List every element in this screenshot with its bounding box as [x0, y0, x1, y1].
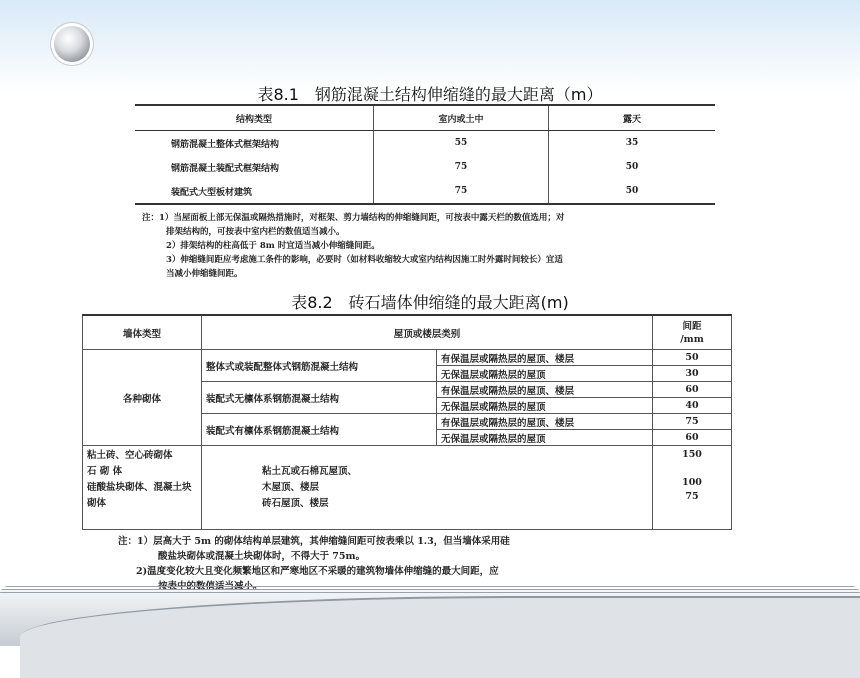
- cell: 粘土砖、空心砖砌体: [87, 450, 173, 461]
- note-line: 当减小伸缩缝间距。: [166, 269, 243, 279]
- table2-notes: [118, 534, 738, 594]
- table1-title: 表8.1 钢筋混凝土结构伸缩缝的最大距离（m）: [257, 85, 603, 104]
- note-line: 2）排架结构的柱高低于 8m 时宜适当减小伸缩缝间距。: [166, 241, 380, 251]
- cell: 硅酸盐块砌体、混凝土块砌体: [87, 482, 192, 509]
- cell: 装配式大型板材建筑: [135, 179, 374, 204]
- slide-orb-icon: [54, 26, 90, 62]
- note-line: 注：1）当屋面板上部无保温或隔热措施时，对框架、剪力墙结构的伸缩缝间距，可按表中露天栏的数值选用；对: [142, 213, 565, 223]
- cell: 有保温层或隔热层的屋顶、楼层: [437, 414, 653, 430]
- table2-header: 屋顶或楼层类别: [202, 315, 653, 350]
- cell: 有保温层或隔热层的屋顶、楼层: [437, 382, 653, 398]
- table2-header: 间距 /mm: [653, 315, 732, 350]
- cell: 砖石屋顶、楼层: [262, 497, 329, 509]
- cell: 50: [549, 179, 716, 204]
- cell: 75: [374, 179, 549, 204]
- table1-header: 室内或土中: [374, 105, 549, 131]
- cell: 30: [653, 366, 732, 382]
- table2-image: [78, 314, 738, 594]
- cell: 整体式或装配整体式钢筋混凝土结构: [202, 350, 437, 382]
- cell: 75: [653, 414, 732, 430]
- table-row: [135, 131, 715, 156]
- cell: 35: [549, 131, 716, 156]
- cell: 50: [653, 350, 732, 366]
- table-row: [83, 350, 732, 366]
- cell: 50: [549, 155, 716, 179]
- cell: 钢筋混凝土整体式框架结构: [171, 139, 280, 150]
- note-line: 排架结构的，可按表中室内栏的数值适当减小。: [166, 227, 345, 237]
- table1-notes: [142, 211, 720, 281]
- cell: 75: [374, 155, 549, 179]
- cell: 无保温层或隔热层的屋顶: [437, 398, 653, 414]
- cell: 100: [682, 477, 702, 488]
- table1: [135, 104, 715, 205]
- note-line: 2)温度变化较大且变化频繁地区和严寒地区不采暖的建筑物墙体伸缩缝的最大间距，应: [136, 566, 499, 577]
- cell: 60: [653, 430, 732, 446]
- table1-header: 露天: [549, 105, 716, 131]
- header-band: [0, 0, 860, 92]
- cell: 无保温层或隔热层的屋顶: [437, 430, 653, 446]
- table2: [82, 314, 732, 530]
- cell: 150: [682, 449, 702, 460]
- note-line: 3）伸缩缝间距应考虑施工条件的影响，必要时（如材料收缩较大或室内结构因施工时外露时间较长）宜适: [166, 255, 563, 265]
- cell: 钢筋混凝土装配式框架结构: [171, 163, 280, 174]
- table-row: [83, 446, 732, 530]
- cell: 石 砌 体: [87, 466, 123, 477]
- cell: 75: [685, 491, 699, 502]
- cell: 40: [653, 398, 732, 414]
- note-line: 酸盐块砌体或混凝土块砌体时，不得大于 75m。: [158, 551, 366, 562]
- cell: 粘土瓦或石棉瓦屋顶、: [262, 465, 358, 477]
- table2-header: 墙体类型: [83, 315, 202, 350]
- table1-header: 结构类型: [135, 105, 374, 131]
- table-row: [135, 179, 715, 204]
- table2-title: 表8.2 砖石墙体伸缩缝的最大距离(m): [291, 293, 569, 312]
- cell: 装配式无檩体系钢筋混凝土结构: [202, 382, 437, 414]
- table1-image: [130, 104, 720, 290]
- cell: 装配式有檩体系钢筋混凝土结构: [202, 414, 437, 446]
- note-line: 注：1）层高大于 5m 的砌体结构单层建筑，其伸缩缝间距可按表乘以 1.3，但当墙体采用硅: [118, 536, 510, 547]
- cell: 55: [374, 131, 549, 156]
- table-row: [135, 155, 715, 179]
- cell: 木屋顶、楼层: [262, 481, 320, 493]
- cell: 有保温层或隔热层的屋顶、楼层: [437, 350, 653, 366]
- cell: 无保温层或隔热层的屋顶: [437, 366, 653, 382]
- cell: 60: [653, 382, 732, 398]
- cell: 各种砌体: [83, 350, 202, 446]
